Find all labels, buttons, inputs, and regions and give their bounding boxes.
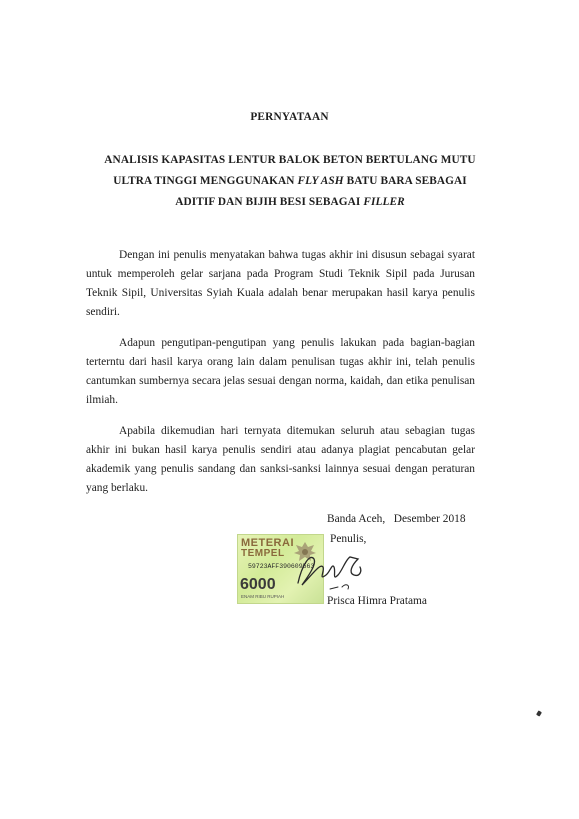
statement-body [86,246,475,510]
writer-label: Penulis, [330,533,367,545]
stamp-line-2: TEMPEL [241,548,285,559]
statement-paragraph-2: Adapun pengutipan-pengutipan yang penulis lakukan pada bagian-bagian terterntu dari hasil karya orang lain dalam penulisan tugas akhir ini, telah penulis cantumkan sumbernya secara jelas sesuai dengan norma, kaidah, dan etika penulisan ilmiah. [86,337,475,406]
statement-paragraph-1: Dengan ini penulis menyatakan bahwa tugas akhir ini disusun sebagai syarat untuk memperoleh gelar sarjana pada Program Studi Teknik Sipil pada Jurusan Teknik Sipil, Universitas Syiah Kuala adalah benar merupakan hasil karya penulis sendiri. [86,249,475,318]
title-line-3-italic: FILLER [363,196,405,208]
statement-paragraph-3: Apabila dikemudian hari ternyata ditemukan seluruh atau sebagian tugas akhir ini bukan hasil karya penulis sendiri atau adanya plagiat pencabutan gelar akademik yang penulis sandang dan sanksi-sanksi lainnya sesuai dengan peraturan yang berlaku. [86,425,475,494]
scan-mark [536,710,542,716]
title-line-1: ANALISIS KAPASITAS LENTUR BALOK BETON BERTULANG MUTU [104,154,476,166]
document-heading: PERNYATAAN [250,111,329,123]
stamp-line-1: METERAI [241,537,294,549]
author-name: Prisca Himra Pratama [327,595,427,607]
stamp-value: 6000 [240,576,276,593]
title-line-2-post: BATU BARA SEBAGAI [343,175,467,187]
title-line-2-italic: FLY ASH [297,175,344,187]
thesis-title [70,150,510,213]
place-date: Banda Aceh, Desember 2018 [327,513,466,525]
title-line-3-pre: ADITIF DAN BIJIH BESI SEBAGAI [175,196,364,208]
handwritten-signature [290,545,380,600]
stamp-value-words: ENAM RIBU RUPIAH [241,594,285,599]
stamp-serial: 59723AFF390609563 [248,563,315,570]
title-line-2-pre: ULTRA TINGGI MENGGUNAKAN [113,175,298,187]
